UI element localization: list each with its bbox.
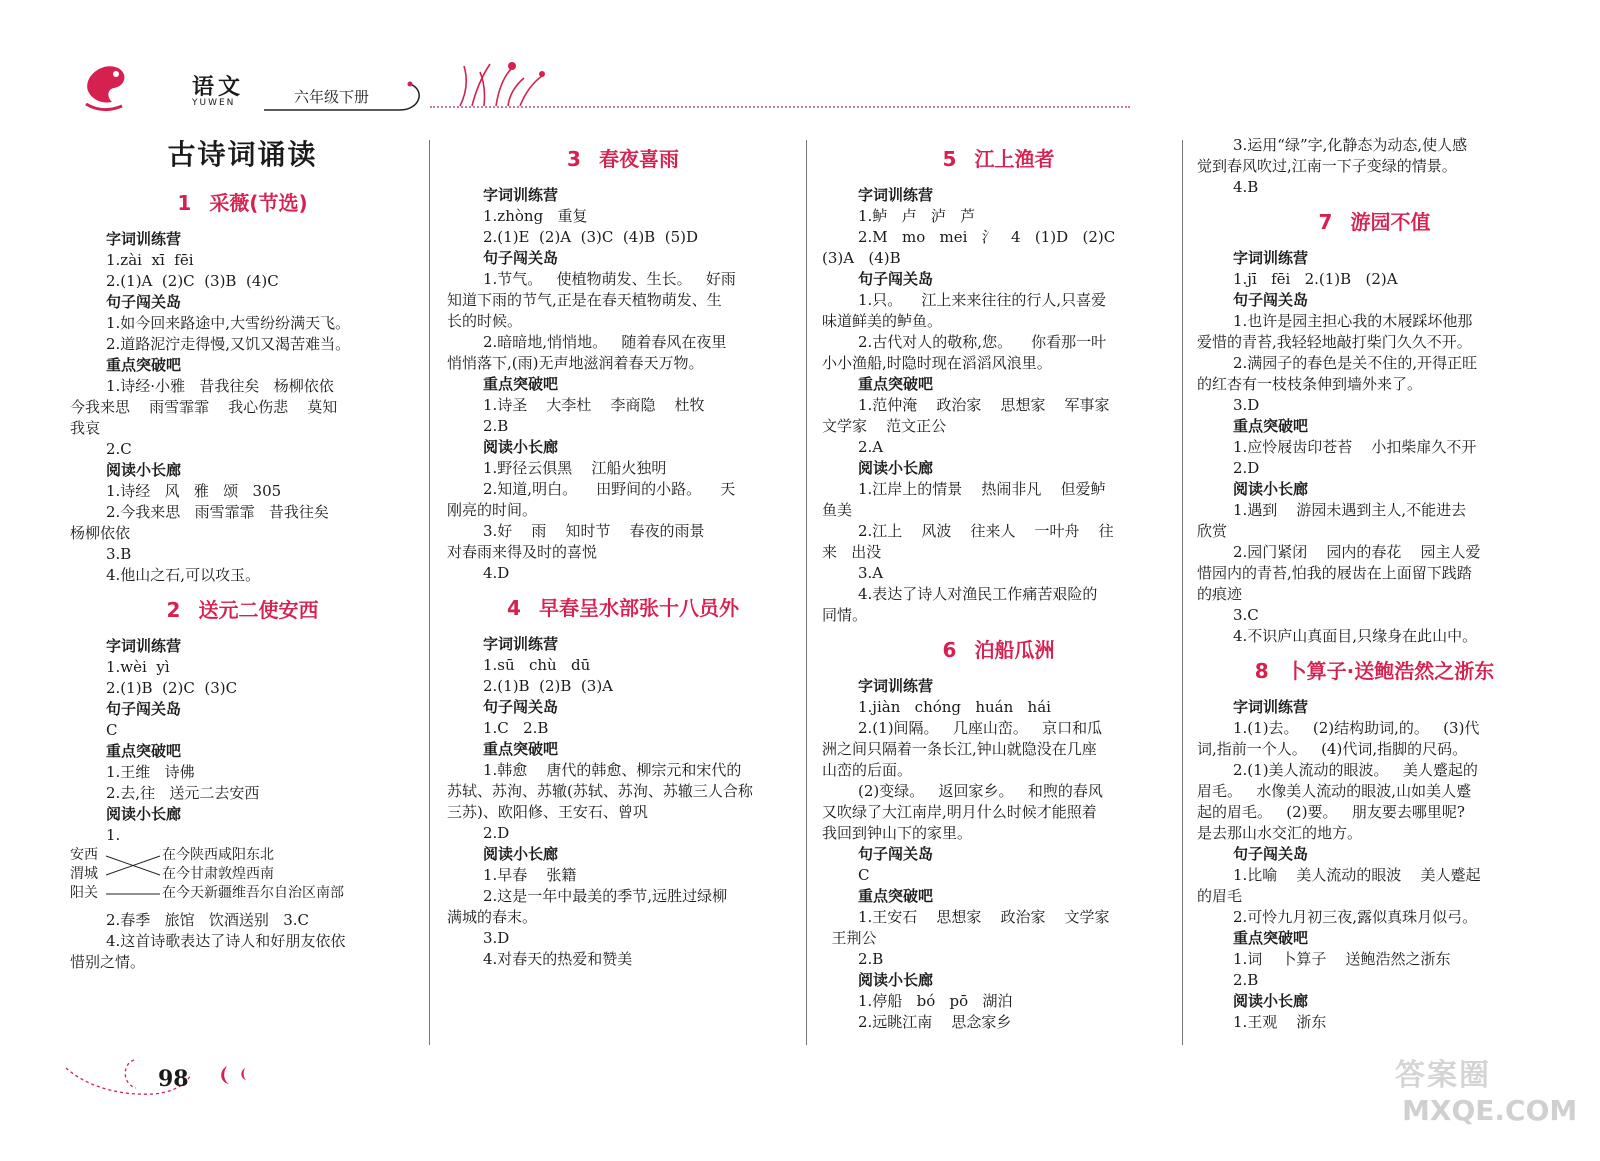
- match-right-item: 在今天新疆维吾尔自治区南部: [162, 885, 344, 901]
- section-heading: 重点突破吧: [483, 740, 559, 758]
- answer-line: 同情。: [822, 606, 868, 624]
- answer-line: 1.jī fēi 2.(1)B (2)A: [1233, 270, 1398, 288]
- answer-line: 来 出没: [822, 543, 882, 561]
- answer-line: 2.江上 风波 往来人 一叶舟 往: [858, 522, 1114, 540]
- answer-line: 2.(1)美人流动的眼波。 美人蹙起的: [1233, 761, 1478, 779]
- answer-line: 1.韩愈 唐代的韩愈、柳宗元和宋代的: [483, 761, 742, 779]
- answer-line: 1.诗经 风 雅 颂 305: [106, 482, 282, 500]
- answer-line: 是去那山水交汇的地方。: [1197, 824, 1363, 842]
- crescent-moon-icon: [215, 1062, 255, 1088]
- header-dotted-rule: [430, 106, 1130, 108]
- answer-line: 2.暗暗地,悄悄地。 随着春风在夜里: [483, 333, 727, 351]
- answer-line: 1.应怜屐齿印苍苔 小扣柴扉久不开: [1233, 438, 1477, 456]
- answer-line: 2.B: [483, 417, 509, 435]
- answer-line: 1.江岸上的情景 热闹非凡 但爱鲈: [858, 480, 1106, 498]
- lesson-title: 卜算子·送鲍浩然之浙东: [1286, 659, 1495, 683]
- subject-latin: YUWEN: [192, 98, 236, 108]
- lesson-number: 4: [507, 596, 521, 620]
- subject-title: 语文: [192, 75, 245, 100]
- answer-column-1: [70, 135, 415, 973]
- answer-line: 爱惜的青苔,我轻轻地敲打柴门久久不开。: [1197, 333, 1472, 351]
- answer-line: 满城的春末。: [447, 908, 538, 926]
- answer-line: 1.也许是园主担心我的木屐踩坏他那: [1233, 312, 1473, 330]
- answer-line: 1.鲈 卢 泸 芦: [858, 207, 976, 225]
- answer-line: 2.古代对人的敬称,您。 你看那一叶: [858, 333, 1107, 351]
- answer-line: 4.他山之石,可以攻玉。: [106, 566, 261, 584]
- answer-line: 4.表达了诗人对渔民工作痛苦艰险的: [858, 585, 1098, 603]
- section-heading: 阅读小长廊: [1233, 480, 1309, 498]
- answer-line: 2.满园子的春色是关不住的,开得正旺: [1233, 354, 1478, 372]
- section-heading: 句子闯关岛: [1233, 845, 1309, 863]
- answer-line: 2.道路泥泞走得慢,又饥又渴苦难当。: [106, 335, 351, 353]
- answer-line: 2.这是一年中最美的季节,远胜过绿柳: [483, 887, 728, 905]
- section-heading: 重点突破吧: [1233, 929, 1309, 947]
- answer-line: 1.词 卜算子 送鲍浩然之浙东: [1233, 950, 1451, 968]
- grass-flower-icon: [450, 56, 560, 110]
- answer-line: 惜园内的青苔,怕我的屐齿在上面留下践踏: [1197, 564, 1472, 582]
- lesson-heading: [447, 594, 799, 622]
- answer-line: 欣赏: [1197, 522, 1228, 540]
- page-number: 98: [158, 1066, 189, 1092]
- answer-line: 2.远眺江南 思念家乡: [858, 1013, 1012, 1031]
- answer-line: 1.王维 诗佛: [106, 763, 195, 781]
- lesson-number: 8: [1254, 659, 1269, 683]
- answer-line: 惜别之情。: [70, 953, 146, 971]
- answer-line: 1.范仲淹 政治家 思想家 军事家: [858, 396, 1110, 414]
- answer-line: 4.不识庐山真面目,只缘身在此山中。: [1233, 627, 1478, 645]
- section-heading: 阅读小长廊: [106, 805, 182, 823]
- answer-line: 1.zài xī fēi: [106, 251, 194, 269]
- section-heading: 句子闯关岛: [106, 293, 182, 311]
- answer-column-2: [447, 135, 799, 970]
- section-heading: 重点突破吧: [858, 375, 934, 393]
- section-heading: 重点突破吧: [106, 742, 182, 760]
- answer-line: 小小渔船,时隐时现在滔滔风浪里。: [822, 354, 1052, 372]
- section-heading: 字词训练营: [106, 230, 182, 248]
- answer-line: 又吹绿了大江南岸,明月什么时候才能照着: [822, 803, 1097, 821]
- lesson-title: 采薇(节选): [209, 191, 308, 215]
- page-header: [60, 50, 1080, 120]
- answer-line: 词,指前一个人。 (4)代词,指脚的尺码。: [1197, 740, 1468, 758]
- answer-line: 3.A: [858, 564, 884, 582]
- answer-line: 1.野径云俱黑 江船火独明: [483, 459, 667, 477]
- section-heading: 阅读小长廊: [858, 459, 934, 477]
- lesson-number: 5: [942, 147, 957, 171]
- answer-line: 2.(1)E (2)A (3)C (4)B (5)D: [483, 228, 699, 246]
- section-heading: 字词训练营: [1233, 698, 1309, 716]
- watermark-url: MXQE.COM: [1402, 1094, 1578, 1127]
- match-left-item: 安西: [70, 847, 98, 863]
- answer-line: 1.遇到 游园未遇到主人,不能进去: [1233, 501, 1467, 519]
- answer-line: 3.D: [1233, 396, 1260, 414]
- section-heading: 句子闯关岛: [1233, 291, 1309, 309]
- section-heading: 字词训练营: [858, 677, 934, 695]
- answer-line: 长的时候。: [447, 312, 523, 330]
- answer-line: 的痕迹: [1197, 585, 1243, 603]
- answer-line: C: [106, 721, 118, 739]
- section-heading: 阅读小长廊: [106, 461, 182, 479]
- matching-exercise: [70, 846, 415, 910]
- section-heading: 字词训练营: [1233, 249, 1309, 267]
- lesson-heading: [1197, 657, 1552, 685]
- answer-line: 2.春季 旅馆 饮酒送别 3.C: [106, 911, 310, 929]
- answer-line: (3)A (4)B: [822, 249, 901, 267]
- answer-line: 我哀: [70, 419, 101, 437]
- match-left-item: 渭城: [70, 866, 98, 882]
- lesson-number: 6: [942, 638, 957, 662]
- answer-line: 的眉毛: [1197, 887, 1243, 905]
- section-heading: 重点突破吧: [1233, 417, 1309, 435]
- lesson-number: 2: [166, 598, 181, 622]
- lesson-number: 1: [177, 191, 192, 215]
- answer-line: 1.sū chù dū: [483, 656, 591, 674]
- section-heading: 字词训练营: [106, 637, 182, 655]
- lesson-heading: [822, 636, 1175, 664]
- answer-line: 3.D: [483, 929, 510, 947]
- answer-line: (2)变绿。 返回家乡。 和煦的春风: [858, 782, 1103, 800]
- answer-line: 3.运用“绿”字,化静态为动态,使人感: [1233, 136, 1468, 154]
- answer-line: 4.对春天的热爱和赞美: [483, 950, 633, 968]
- answer-line: 1.停船 bó pō 湖泊: [858, 992, 1013, 1010]
- answer-line: 3.好 雨 知时节 春夜的雨景: [483, 522, 705, 540]
- section-heading: 阅读小长廊: [483, 845, 559, 863]
- answer-line: 2.(1)B (2)B (3)A: [483, 677, 614, 695]
- lesson-title: 泊船瓜洲: [974, 638, 1055, 662]
- section-heading: 阅读小长廊: [483, 438, 559, 456]
- answer-line: 眉毛。 水像美人流动的眼波,山如美人蹙: [1197, 782, 1472, 800]
- lesson-heading: [822, 145, 1175, 173]
- answer-line: 2.B: [858, 950, 884, 968]
- section-heading: 字词训练营: [858, 186, 934, 204]
- section-heading: 字词训练营: [483, 635, 559, 653]
- answer-line: 苏轼、苏洵、苏辙(苏轼、苏洵、苏辙三人合称: [447, 782, 753, 800]
- answer-line: 起的眉毛。 (2)要。 朋友要去哪里呢?: [1197, 803, 1465, 821]
- answer-line: 2.知道,明白。 田野间的小路。 天: [483, 480, 736, 498]
- answer-line: 今我来思 雨雪霏霏 我心伤悲 莫知: [70, 398, 338, 416]
- answer-line: 4.D: [483, 564, 510, 582]
- answer-line: 2.M mo mei 氵 4 (1)D (2)C: [858, 228, 1116, 246]
- answer-line: 2.(1)间隔。 几座山峦。 京口和瓜: [858, 719, 1103, 737]
- lesson-heading: [447, 145, 799, 173]
- answer-line: 3.B: [106, 545, 132, 563]
- match-left-item: 阳关: [70, 885, 98, 901]
- answer-line: 2.去,往 送元二去安西: [106, 784, 260, 802]
- answer-line: 王荆公: [822, 929, 877, 947]
- lesson-heading: [1197, 208, 1552, 236]
- lesson-title: 江上渔者: [974, 147, 1055, 171]
- answer-line: 1.王观 浙东: [1233, 1013, 1327, 1031]
- section-heading: 句子闯关岛: [858, 270, 934, 288]
- answer-line: 2.A: [858, 438, 884, 456]
- answer-line: 洲之间只隔着一条长江,钟山就隐没在几座: [822, 740, 1097, 758]
- column-divider: [806, 140, 807, 1045]
- match-lines: [104, 846, 162, 906]
- answer-line: 的红杏有一枝枝条伸到墙外来了。: [1197, 375, 1423, 393]
- answer-line: 味道鲜美的鲈鱼。: [822, 312, 943, 330]
- answer-line: 2.(1)B (2)C (3)C: [106, 679, 238, 697]
- answer-line: 3.C: [1233, 606, 1259, 624]
- answer-line: 杨柳依依: [70, 524, 131, 542]
- answer-line: 1.(1)去。 (2)结构助词,的。 (3)代: [1233, 719, 1480, 737]
- answer-line: 1.早春 张籍: [483, 866, 577, 884]
- answer-line: 1.节气。 使植物萌发、生长。 好雨: [483, 270, 736, 288]
- answer-line: 1.jiàn chóng huán hái: [858, 698, 1051, 716]
- section-heading: 字词训练营: [483, 186, 559, 204]
- answer-line: 觉到春风吹过,江南一下子变绿的情景。: [1197, 157, 1457, 175]
- match-right-item: 在今甘肃敦煌西南: [162, 866, 274, 882]
- column-divider: [1182, 140, 1183, 1045]
- answer-column-4: [1197, 135, 1552, 1033]
- answer-line: 2.D: [1233, 459, 1260, 477]
- section-heading: 阅读小长廊: [1233, 992, 1309, 1010]
- section-heading: 句子闯关岛: [483, 698, 559, 716]
- answer-line: 1.: [106, 826, 121, 844]
- answer-column-3: [822, 135, 1175, 1033]
- section-heading: 重点突破吧: [858, 887, 934, 905]
- answer-line: 三苏)、欧阳修、王安石、曾巩: [447, 803, 648, 821]
- page-title: 古诗词诵读: [167, 138, 318, 171]
- answer-line: 1.如今回来路途中,大雪纷纷满天飞。: [106, 314, 351, 332]
- answer-line: 2.今我来思 雨雪霏霏 昔我往矣: [106, 503, 329, 521]
- dragon-mascot-icon: [78, 56, 138, 116]
- answer-line: 刚亮的时间。: [447, 501, 538, 519]
- answer-line: C: [858, 866, 870, 884]
- answer-line: 鱼美: [822, 501, 853, 519]
- answer-line: 我回到钟山下的家里。: [822, 824, 973, 842]
- lesson-number: 7: [1318, 210, 1333, 234]
- lesson-title: 游园不值: [1350, 210, 1431, 234]
- answer-line: 2.(1)A (2)C (3)B (4)C: [106, 272, 279, 290]
- answer-line: 对春雨来得及时的喜悦: [447, 543, 598, 561]
- answer-line: 山峦的后面。: [822, 761, 913, 779]
- answer-line: 2.C: [106, 440, 132, 458]
- lesson-heading: [70, 596, 415, 624]
- grade-label: 六年级下册: [294, 88, 370, 106]
- answer-line: 1.只。 江上来来往往的行人,只喜爱: [858, 291, 1107, 309]
- lesson-title: 早春呈水部张十八员外: [538, 596, 739, 620]
- section-heading: 阅读小长廊: [858, 971, 934, 989]
- answer-line: 2.B: [1233, 971, 1259, 989]
- lesson-heading: [70, 189, 415, 217]
- section-heading: 重点突破吧: [483, 375, 559, 393]
- answer-line: 悄悄落下,(雨)无声地滋润着春天万物。: [447, 354, 704, 372]
- answer-line: 1.wèi yì: [106, 658, 170, 676]
- section-heading: 重点突破吧: [106, 356, 182, 374]
- match-right-item: 在今陕西咸阳东北: [162, 847, 274, 863]
- answer-line: 2.可怜九月初三夜,露似真珠月似弓。: [1233, 908, 1478, 926]
- answer-line: 4.这首诗歌表达了诗人和好朋友依依: [106, 932, 346, 950]
- answer-line: 1.王安石 思想家 政治家 文学家: [858, 908, 1110, 926]
- answer-line: 1.C 2.B: [483, 719, 549, 737]
- answer-line: 知道下雨的节气,正是在春天植物萌发、生: [447, 291, 722, 309]
- lesson-number: 3: [567, 147, 581, 171]
- answer-line: 1.诗圣 大李杜 李商隐 杜牧: [483, 396, 705, 414]
- answer-line: 1.比喻 美人流动的眼波 美人蹙起: [1233, 866, 1481, 884]
- section-heading: 句子闯关岛: [483, 249, 559, 267]
- answer-line: 2.园门紧闭 园内的春花 园主人爱: [1233, 543, 1481, 561]
- answer-line: 1.zhòng 重复: [483, 207, 588, 225]
- column-divider: [429, 140, 430, 1045]
- lesson-title: 送元二使安西: [198, 598, 319, 622]
- answer-line: 4.B: [1233, 178, 1259, 196]
- watermark-logo: 答案圈: [1395, 1058, 1491, 1093]
- section-heading: 句子闯关岛: [106, 700, 182, 718]
- answer-line: 文学家 范文正公: [822, 417, 947, 435]
- section-heading: 句子闯关岛: [858, 845, 934, 863]
- answer-line: 1.诗经·小雅 昔我往矣 杨柳依依: [106, 377, 334, 395]
- answer-line: 2.D: [483, 824, 510, 842]
- lesson-title: 春夜喜雨: [598, 147, 679, 171]
